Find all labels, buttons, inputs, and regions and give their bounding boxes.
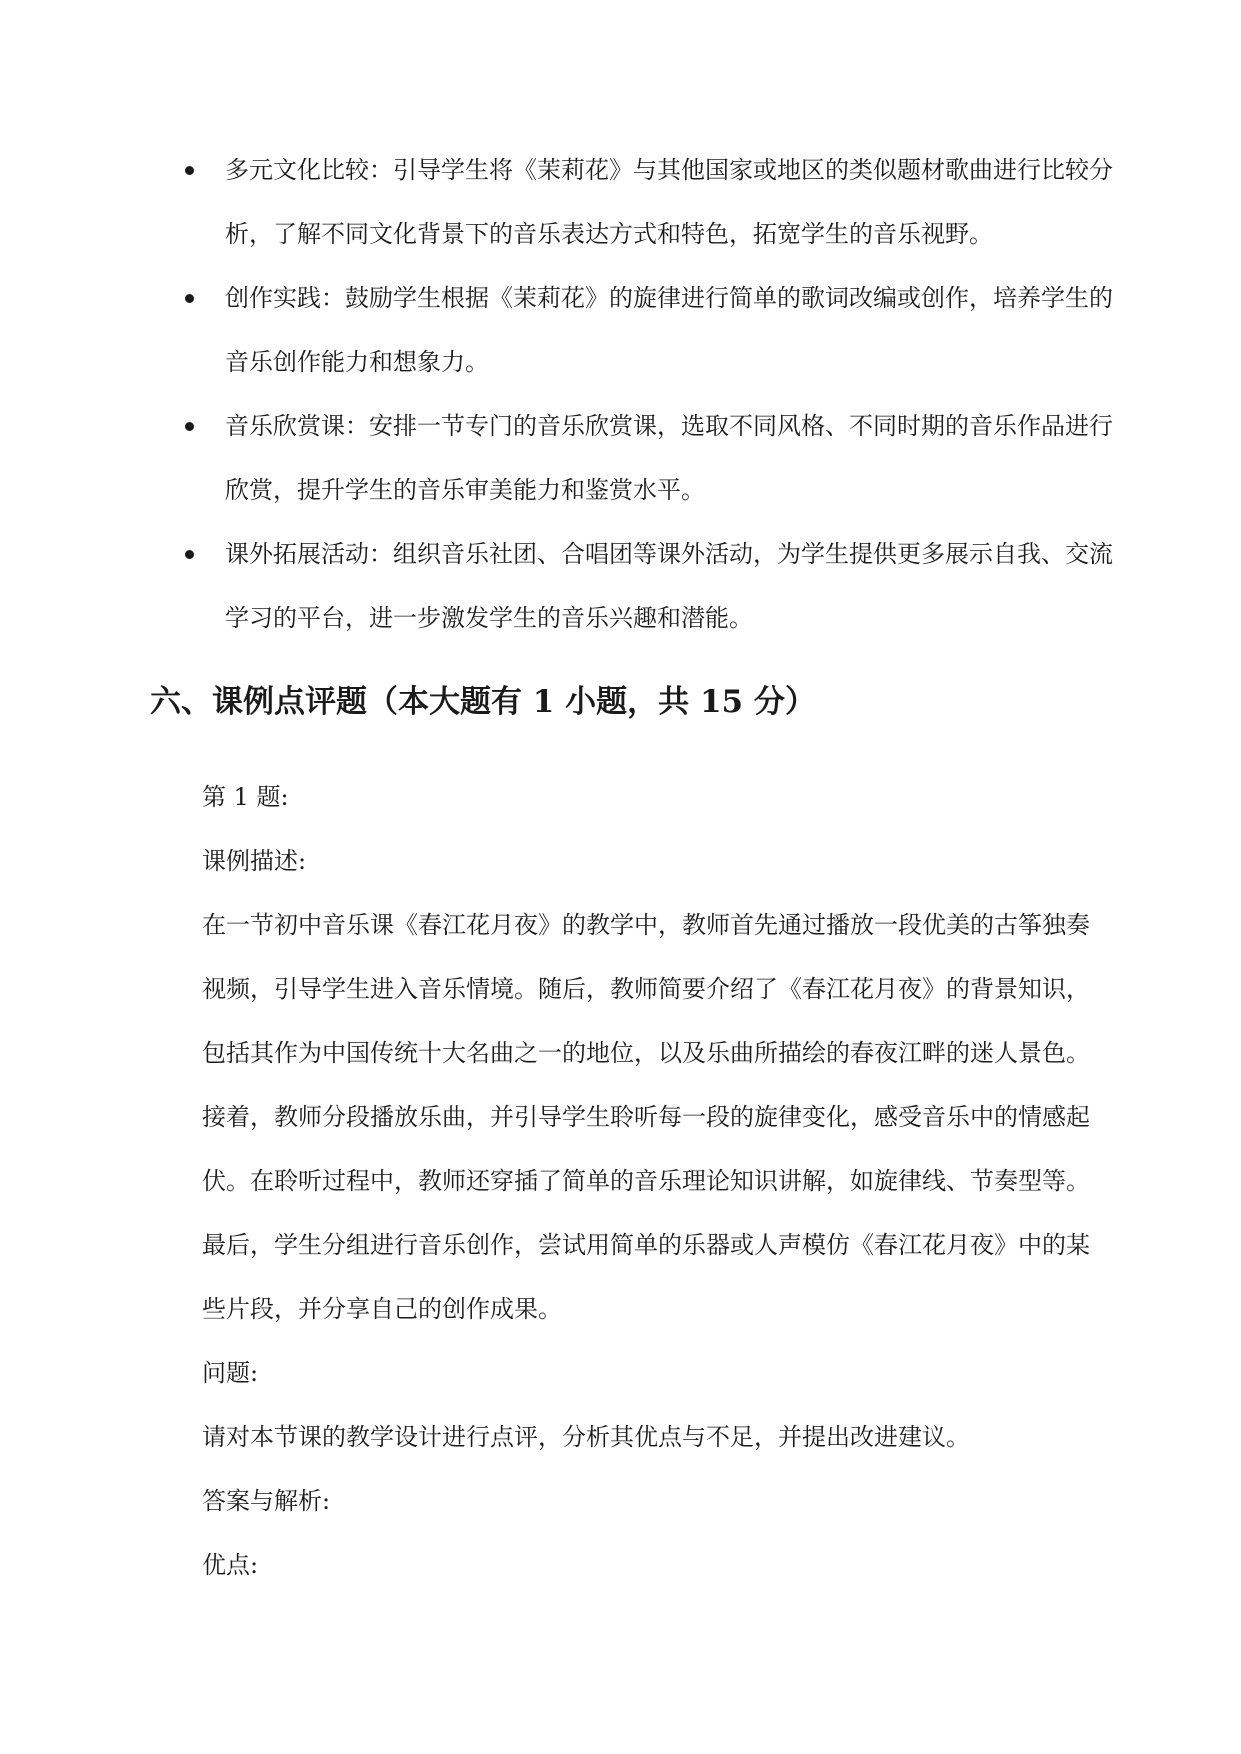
bullet-list [185,138,1115,650]
list-item [185,522,1115,650]
description-label: 课例描述: [202,847,307,875]
bullet-text: 多元文化比较：引导学生将《茉莉花》与其他国家或地区的类似题材歌曲进行比较分析，了解不同文化背景下的音乐表达方式和特色，拓宽学生的音乐视野。 [225,156,1113,248]
bullet-text: 课外拓展活动：组织音乐社团、合唱团等课外活动，为学生提供更多展示自我、交流学习的平台，进一步激发学生的音乐兴趣和潜能。 [225,540,1113,632]
question-number: 第 1 题: [202,783,289,811]
bullet-icon [185,166,194,175]
bullet-icon [185,294,194,303]
bullet-icon [185,422,194,431]
problem-paragraph: 请对本节课的教学设计进行点评，分析其优点与不足，并提出改进建议。 [202,1423,970,1451]
advantages-label: 优点: [202,1551,259,1579]
list-item [185,266,1115,394]
problem-label: 问题: [202,1359,259,1387]
bullet-text: 创作实践：鼓励学生根据《茉莉花》的旋律进行简单的歌词改编或创作，培养学生的音乐创作能力和想象力。 [225,284,1113,376]
question-block [202,765,1102,1597]
section-heading: 六、课例点评题（本大题有 1 小题，共 15 分） [150,684,816,720]
list-item [185,138,1115,266]
list-item [185,394,1115,522]
description-paragraph: 在一节初中音乐课《春江花月夜》的教学中，教师首先通过播放一段优美的古筝独奏视频，引导学生进入音乐情境。随后，教师简要介绍了《春江花月夜》的背景知识，包括其作为中国传统十大名曲之一的地位，以及乐曲所描绘的春夜江畔的迷人景色。接着，教师分段播放乐曲，并引导学生聆听每一段的旋律变化，感受音乐中的情感起伏。在聆听过程中，教师还穿插了简单的音乐理论知识讲解，如旋律线、节奏型等。最后，学生分组进行音乐创作，尝试用简单的乐器或人声模仿《春江花月夜》中的某些片段，并分享自己的创作成果。 [202,911,1090,1323]
answer-label: 答案与解析: [202,1487,331,1515]
bullet-text: 音乐欣赏课：安排一节专门的音乐欣赏课，选取不同风格、不同时期的音乐作品进行欣赏，提升学生的音乐审美能力和鉴赏水平。 [225,412,1113,504]
bullet-icon [185,550,194,559]
